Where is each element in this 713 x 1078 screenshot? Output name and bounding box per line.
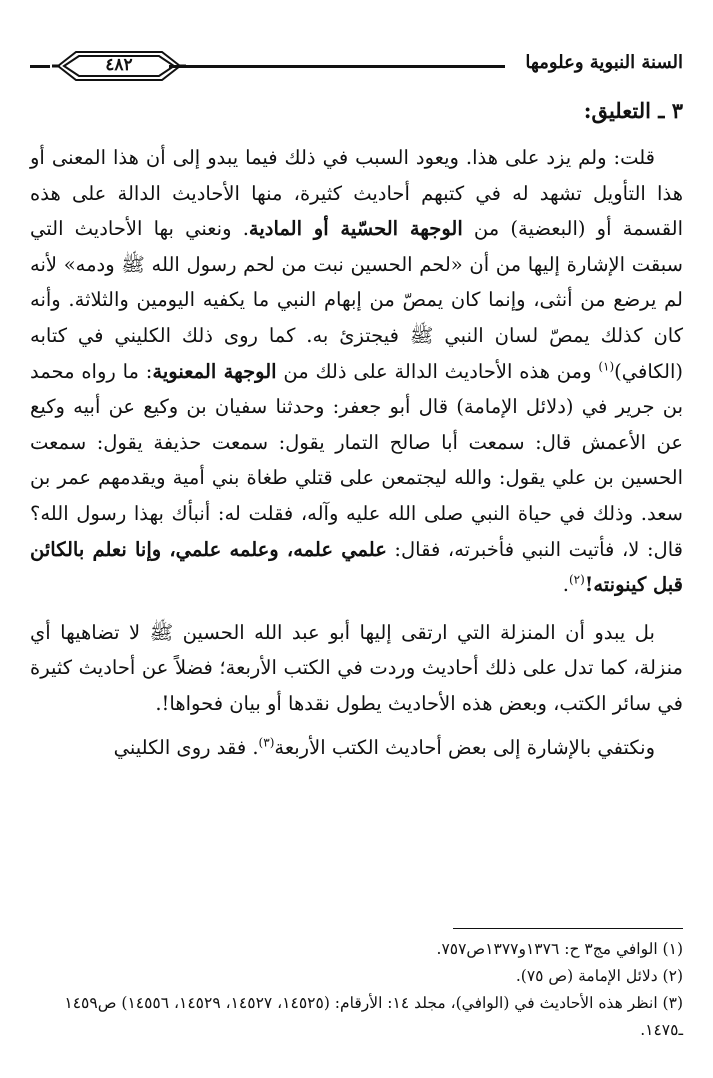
text-run: . <box>562 573 569 597</box>
bold-phrase: الوجهة الحسّية أو المادية <box>248 217 463 241</box>
text-run: . فقد روى الكليني <box>113 735 259 759</box>
body-text <box>30 140 683 765</box>
footnotes <box>30 936 683 1044</box>
page-number: ٤٨٢ <box>105 55 133 75</box>
text-run: ونكتفي بالإشارة إلى بعض أحاديث الكتب الأربعة <box>274 735 655 759</box>
paragraph <box>30 730 683 766</box>
footnote: (٢) دلائل الإمامة (ص ٧٥). <box>515 967 683 985</box>
header-rule-short <box>30 65 50 68</box>
footnote-separator <box>453 928 683 929</box>
text-run: . ونعني بها الأحاديث التي سبقت الإشارة إليها من أن «لحم الحسين نبت من لحم رسول الله ﷺ ودمه» لأنه لم يرضع من أنثى، وإنما كان يمصّ من إبهام النبي ما يكفيه اليومين والثلاثة. وأنه كان كذلك يمصّ لسان النبي ﷺ فيجتزئ به. كما روى ذلك الكليني في كتابه (الكافي) <box>30 217 683 383</box>
footnote-ref: (٢) <box>568 572 585 587</box>
text-run: : ما رواه محمد بن جرير في (دلائل الإمامة) قال أبو جعفر: وحدثنا سفيان بن وكيع عن أبيه وكيع عن الأعمش قال: سمعت أبا صالح التمار يقول: سمعت حذيفة يقول: سمعت الحسين بن علي يقول: والله ليجتمعن على قتلي طغاة بني أمية ويقدمهم عمر بن سعد. وذلك في حياة النبي صلى الله عليه وآله، فقلت له: أنبأك بهذا رسول الله؟ قال: لا، فأتيت النبي فأخبرته، فقال: <box>30 359 683 561</box>
text-run: ومن هذه الأحاديث الدالة على ذلك من <box>276 359 599 383</box>
bold-phrase: الوجهة المعنوية <box>152 359 277 383</box>
running-header <box>30 46 683 86</box>
running-header-title: السنة النبوية وعلومها <box>525 52 683 73</box>
footnote: (٣) انظر هذه الأحاديث في (الوافي)، مجلد ١٤: الأرقام: (١٤٥٢٥، ١٤٥٢٧، ١٤٥٢٩، ١٤٥٥٦) ص١٤٥٩ ـ١٤٧٥. <box>64 994 683 1039</box>
paragraph: بل يبدو أن المنزلة التي ارتقى إليها أبو عبد الله الحسين ﷺ لا تضاهيها أي منزلة، كما تدل على ذلك أحاديث وردت في الكتب الأربعة؛ فضلاً عن أحاديث كثيرة في سائر الكتب، وبعض هذه الأحاديث يطول نقدها أو بيان فحواها!. <box>30 620 683 715</box>
header-rule <box>169 65 505 68</box>
bold-quote: علمي علمه، وعلمه علمي، وإنا نعلم بالكائن قبل كينونته! <box>30 537 683 597</box>
text-run: قلت: ولم يزد على هذا. ويعود السبب في ذلك فيما يبدو إلى أن هذا المعنى أو هذا التأويل تشهد له في كتبهم أحاديث كثيرة، منها الأحاديث الدالة على هذه القسمة أو (البعضية) من <box>30 146 684 241</box>
page-number-badge <box>52 49 186 83</box>
section-heading: ٣ ـ التعليق: <box>583 98 683 123</box>
footnote-ref: (١) <box>598 359 615 374</box>
paragraph <box>30 140 683 603</box>
footnote: (١) الوافي مج٣ ح: ١٣٧٦و١٣٧٧ص٧٥٧. <box>436 940 683 958</box>
footnote-ref: (٣) <box>258 735 275 749</box>
